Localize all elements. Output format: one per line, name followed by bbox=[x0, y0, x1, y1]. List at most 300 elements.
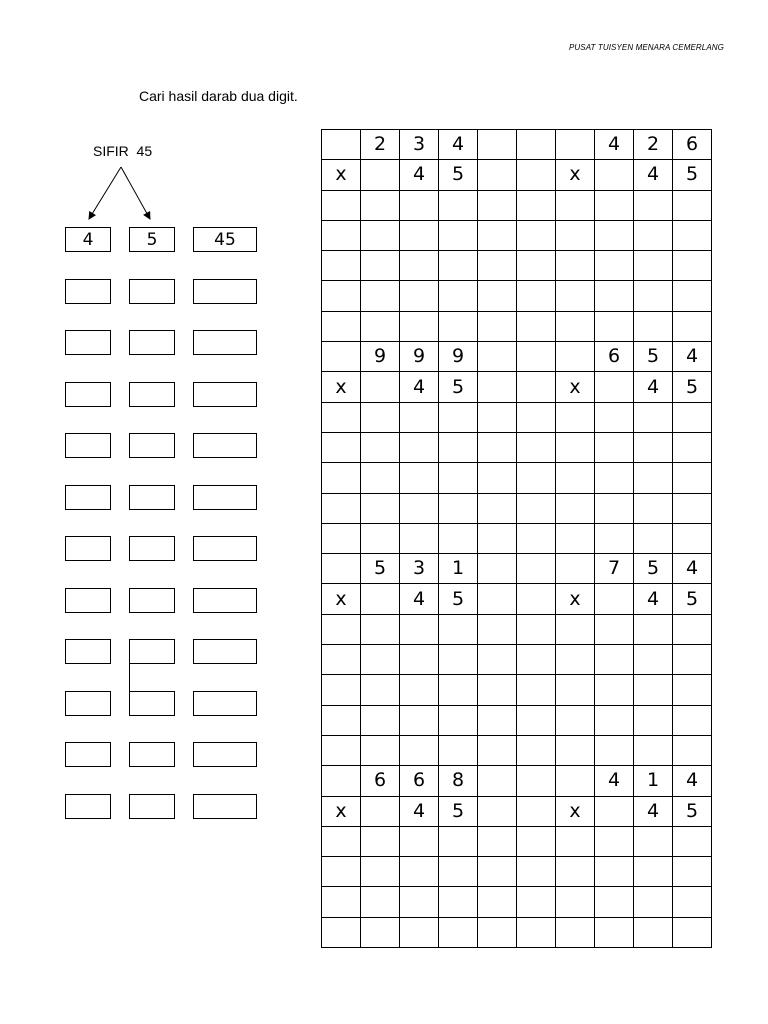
grid-cell[interactable]: 4 bbox=[673, 766, 712, 796]
grid-cell[interactable] bbox=[556, 614, 595, 644]
grid-cell[interactable]: 8 bbox=[439, 766, 478, 796]
grid-cell[interactable] bbox=[478, 342, 517, 372]
grid-cell[interactable]: 7 bbox=[595, 554, 634, 584]
grid-cell[interactable]: 1 bbox=[634, 766, 673, 796]
grid-cell[interactable] bbox=[556, 705, 595, 735]
grid-cell[interactable]: 4 bbox=[400, 372, 439, 402]
grid-cell[interactable]: x bbox=[556, 584, 595, 614]
grid-cell[interactable]: x bbox=[322, 796, 361, 826]
grid-cell[interactable] bbox=[439, 190, 478, 220]
grid-cell[interactable] bbox=[439, 311, 478, 341]
grid-cell[interactable] bbox=[478, 220, 517, 250]
grid-cell[interactable] bbox=[322, 523, 361, 553]
grid-cell[interactable] bbox=[322, 220, 361, 250]
grid-cell[interactable] bbox=[634, 675, 673, 705]
sifir-digit-box[interactable]: 5 bbox=[129, 227, 175, 252]
grid-cell[interactable] bbox=[322, 887, 361, 917]
grid-cell[interactable]: 5 bbox=[439, 796, 478, 826]
grid-cell[interactable] bbox=[478, 523, 517, 553]
grid-cell[interactable] bbox=[595, 796, 634, 826]
grid-cell[interactable] bbox=[634, 251, 673, 281]
grid-cell[interactable] bbox=[361, 917, 400, 947]
grid-cell[interactable] bbox=[595, 523, 634, 553]
grid-cell[interactable] bbox=[439, 432, 478, 462]
grid-cell[interactable] bbox=[673, 432, 712, 462]
sifir-multiplier-box[interactable] bbox=[65, 382, 111, 407]
grid-cell[interactable]: 4 bbox=[400, 584, 439, 614]
grid-cell[interactable]: 5 bbox=[634, 554, 673, 584]
grid-cell[interactable] bbox=[322, 857, 361, 887]
grid-cell[interactable] bbox=[517, 826, 556, 856]
grid-cell[interactable] bbox=[322, 645, 361, 675]
grid-cell[interactable] bbox=[439, 675, 478, 705]
grid-cell[interactable] bbox=[322, 463, 361, 493]
grid-cell[interactable] bbox=[322, 311, 361, 341]
sifir-product-box[interactable] bbox=[193, 536, 257, 561]
grid-cell[interactable] bbox=[361, 857, 400, 887]
grid-cell[interactable] bbox=[517, 735, 556, 765]
grid-cell[interactable] bbox=[517, 917, 556, 947]
grid-cell[interactable] bbox=[517, 675, 556, 705]
grid-cell[interactable] bbox=[517, 887, 556, 917]
grid-cell[interactable] bbox=[595, 917, 634, 947]
grid-cell[interactable] bbox=[517, 584, 556, 614]
grid-cell[interactable] bbox=[556, 675, 595, 705]
grid-cell[interactable] bbox=[556, 432, 595, 462]
grid-cell[interactable] bbox=[673, 311, 712, 341]
grid-cell[interactable] bbox=[400, 493, 439, 523]
grid-cell[interactable] bbox=[634, 281, 673, 311]
grid-cell[interactable] bbox=[439, 826, 478, 856]
grid-cell[interactable] bbox=[322, 190, 361, 220]
grid-cell[interactable] bbox=[400, 705, 439, 735]
grid-cell[interactable] bbox=[478, 917, 517, 947]
grid-cell[interactable] bbox=[478, 705, 517, 735]
grid-cell[interactable]: 5 bbox=[439, 584, 478, 614]
grid-cell[interactable] bbox=[400, 614, 439, 644]
grid-cell[interactable] bbox=[595, 160, 634, 190]
grid-cell[interactable]: 9 bbox=[361, 342, 400, 372]
grid-cell[interactable]: 5 bbox=[634, 342, 673, 372]
grid-cell[interactable] bbox=[673, 523, 712, 553]
grid-cell[interactable]: 2 bbox=[634, 130, 673, 160]
grid-cell[interactable] bbox=[634, 645, 673, 675]
grid-cell[interactable] bbox=[439, 523, 478, 553]
grid-cell[interactable] bbox=[478, 372, 517, 402]
grid-cell[interactable] bbox=[595, 675, 634, 705]
sifir-digit-box[interactable] bbox=[129, 691, 175, 716]
grid-cell[interactable] bbox=[439, 887, 478, 917]
grid-cell[interactable] bbox=[634, 826, 673, 856]
grid-cell[interactable] bbox=[595, 584, 634, 614]
grid-cell[interactable] bbox=[439, 857, 478, 887]
grid-cell[interactable]: x bbox=[322, 584, 361, 614]
sifir-multiplier-box[interactable] bbox=[65, 639, 111, 664]
grid-cell[interactable]: x bbox=[556, 796, 595, 826]
grid-cell[interactable] bbox=[517, 645, 556, 675]
grid-cell[interactable] bbox=[517, 281, 556, 311]
sifir-multiplier-box[interactable] bbox=[65, 485, 111, 510]
grid-cell[interactable] bbox=[517, 614, 556, 644]
grid-cell[interactable] bbox=[361, 311, 400, 341]
grid-cell[interactable]: 5 bbox=[673, 372, 712, 402]
grid-cell[interactable] bbox=[322, 281, 361, 311]
grid-cell[interactable] bbox=[634, 857, 673, 887]
grid-cell[interactable]: 3 bbox=[400, 130, 439, 160]
grid-cell[interactable] bbox=[673, 917, 712, 947]
grid-cell[interactable]: 5 bbox=[439, 160, 478, 190]
grid-cell[interactable]: 9 bbox=[439, 342, 478, 372]
grid-cell[interactable] bbox=[673, 251, 712, 281]
sifir-digit-box[interactable] bbox=[129, 794, 175, 819]
grid-cell[interactable] bbox=[634, 705, 673, 735]
grid-cell[interactable]: 4 bbox=[400, 796, 439, 826]
grid-cell[interactable] bbox=[634, 523, 673, 553]
grid-cell[interactable] bbox=[634, 190, 673, 220]
grid-cell[interactable] bbox=[322, 130, 361, 160]
grid-cell[interactable] bbox=[322, 675, 361, 705]
sifir-multiplier-box[interactable] bbox=[65, 588, 111, 613]
grid-cell[interactable]: 4 bbox=[634, 372, 673, 402]
grid-cell[interactable] bbox=[361, 584, 400, 614]
grid-cell[interactable] bbox=[595, 372, 634, 402]
grid-cell[interactable] bbox=[673, 826, 712, 856]
grid-cell[interactable] bbox=[400, 311, 439, 341]
grid-cell[interactable] bbox=[361, 402, 400, 432]
grid-cell[interactable]: 4 bbox=[673, 342, 712, 372]
sifir-digit-box[interactable] bbox=[129, 536, 175, 561]
grid-cell[interactable]: 4 bbox=[634, 160, 673, 190]
grid-cell[interactable] bbox=[478, 584, 517, 614]
sifir-product-box[interactable] bbox=[193, 279, 257, 304]
grid-cell[interactable] bbox=[556, 342, 595, 372]
grid-cell[interactable]: 4 bbox=[634, 584, 673, 614]
sifir-multiplier-box[interactable] bbox=[65, 691, 111, 716]
grid-cell[interactable]: 4 bbox=[673, 554, 712, 584]
grid-cell[interactable] bbox=[322, 826, 361, 856]
grid-cell[interactable] bbox=[478, 130, 517, 160]
grid-cell[interactable] bbox=[634, 311, 673, 341]
grid-cell[interactable] bbox=[556, 826, 595, 856]
grid-cell[interactable] bbox=[400, 857, 439, 887]
sifir-product-box[interactable] bbox=[193, 433, 257, 458]
grid-cell[interactable] bbox=[673, 463, 712, 493]
grid-cell[interactable] bbox=[439, 251, 478, 281]
sifir-multiplier-box[interactable] bbox=[65, 742, 111, 767]
grid-cell[interactable]: 4 bbox=[439, 130, 478, 160]
grid-cell[interactable] bbox=[478, 887, 517, 917]
grid-cell[interactable] bbox=[478, 796, 517, 826]
grid-cell[interactable] bbox=[634, 917, 673, 947]
sifir-digit-box[interactable] bbox=[129, 433, 175, 458]
grid-cell[interactable] bbox=[673, 675, 712, 705]
grid-cell[interactable] bbox=[673, 190, 712, 220]
sifir-digit-box[interactable] bbox=[129, 485, 175, 510]
grid-cell[interactable] bbox=[634, 735, 673, 765]
grid-cell[interactable] bbox=[478, 311, 517, 341]
grid-cell[interactable] bbox=[400, 402, 439, 432]
grid-cell[interactable] bbox=[595, 493, 634, 523]
grid-cell[interactable] bbox=[400, 917, 439, 947]
grid-cell[interactable] bbox=[595, 887, 634, 917]
sifir-digit-box[interactable] bbox=[129, 588, 175, 613]
grid-cell[interactable] bbox=[517, 190, 556, 220]
grid-cell[interactable] bbox=[673, 281, 712, 311]
grid-cell[interactable] bbox=[595, 190, 634, 220]
grid-cell[interactable] bbox=[673, 857, 712, 887]
grid-cell[interactable] bbox=[400, 281, 439, 311]
grid-cell[interactable] bbox=[478, 190, 517, 220]
grid-cell[interactable] bbox=[361, 160, 400, 190]
grid-cell[interactable] bbox=[673, 402, 712, 432]
sifir-multiplier-box[interactable] bbox=[65, 536, 111, 561]
grid-cell[interactable]: 4 bbox=[595, 130, 634, 160]
grid-cell[interactable] bbox=[478, 402, 517, 432]
grid-cell[interactable]: 5 bbox=[673, 160, 712, 190]
grid-cell[interactable] bbox=[400, 645, 439, 675]
grid-cell[interactable] bbox=[478, 251, 517, 281]
grid-cell[interactable] bbox=[517, 432, 556, 462]
grid-cell[interactable] bbox=[556, 887, 595, 917]
grid-cell[interactable] bbox=[673, 614, 712, 644]
grid-cell[interactable] bbox=[361, 887, 400, 917]
grid-cell[interactable] bbox=[517, 523, 556, 553]
sifir-product-box[interactable]: 45 bbox=[193, 227, 257, 252]
grid-cell[interactable] bbox=[322, 493, 361, 523]
grid-cell[interactable] bbox=[439, 614, 478, 644]
grid-cell[interactable] bbox=[634, 402, 673, 432]
grid-cell[interactable] bbox=[556, 281, 595, 311]
grid-cell[interactable] bbox=[478, 614, 517, 644]
grid-cell[interactable] bbox=[439, 493, 478, 523]
grid-cell[interactable]: x bbox=[556, 160, 595, 190]
grid-cell[interactable] bbox=[478, 675, 517, 705]
sifir-digit-box[interactable] bbox=[129, 279, 175, 304]
grid-cell[interactable] bbox=[595, 614, 634, 644]
grid-cell[interactable] bbox=[517, 766, 556, 796]
grid-cell[interactable]: 5 bbox=[361, 554, 400, 584]
grid-cell[interactable] bbox=[556, 766, 595, 796]
grid-cell[interactable] bbox=[595, 432, 634, 462]
grid-cell[interactable] bbox=[634, 220, 673, 250]
grid-cell[interactable] bbox=[322, 917, 361, 947]
grid-cell[interactable] bbox=[361, 190, 400, 220]
grid-cell[interactable] bbox=[556, 735, 595, 765]
grid-cell[interactable] bbox=[361, 372, 400, 402]
grid-cell[interactable] bbox=[400, 251, 439, 281]
grid-cell[interactable] bbox=[517, 402, 556, 432]
grid-cell[interactable] bbox=[556, 857, 595, 887]
grid-cell[interactable] bbox=[439, 220, 478, 250]
grid-cell[interactable] bbox=[517, 372, 556, 402]
grid-cell[interactable]: 3 bbox=[400, 554, 439, 584]
grid-cell[interactable] bbox=[556, 493, 595, 523]
grid-cell[interactable] bbox=[517, 463, 556, 493]
grid-cell[interactable] bbox=[400, 735, 439, 765]
sifir-product-box[interactable] bbox=[193, 382, 257, 407]
grid-cell[interactable] bbox=[556, 645, 595, 675]
grid-cell[interactable] bbox=[361, 251, 400, 281]
grid-cell[interactable] bbox=[634, 493, 673, 523]
grid-cell[interactable] bbox=[400, 432, 439, 462]
grid-cell[interactable] bbox=[322, 614, 361, 644]
grid-cell[interactable] bbox=[439, 645, 478, 675]
grid-cell[interactable] bbox=[673, 735, 712, 765]
grid-cell[interactable] bbox=[556, 311, 595, 341]
sifir-digit-box[interactable] bbox=[129, 639, 175, 664]
grid-cell[interactable] bbox=[595, 311, 634, 341]
grid-cell[interactable] bbox=[322, 705, 361, 735]
grid-cell[interactable] bbox=[634, 887, 673, 917]
grid-cell[interactable] bbox=[400, 826, 439, 856]
grid-cell[interactable] bbox=[517, 796, 556, 826]
grid-cell[interactable]: 6 bbox=[673, 130, 712, 160]
grid-cell[interactable] bbox=[517, 705, 556, 735]
sifir-multiplier-box[interactable] bbox=[65, 794, 111, 819]
grid-cell[interactable] bbox=[361, 220, 400, 250]
grid-cell[interactable] bbox=[595, 463, 634, 493]
grid-cell[interactable]: 6 bbox=[400, 766, 439, 796]
sifir-product-box[interactable] bbox=[193, 794, 257, 819]
grid-cell[interactable] bbox=[517, 493, 556, 523]
grid-cell[interactable] bbox=[361, 614, 400, 644]
sifir-digit-box[interactable] bbox=[129, 742, 175, 767]
sifir-product-box[interactable] bbox=[193, 691, 257, 716]
grid-cell[interactable] bbox=[322, 402, 361, 432]
grid-cell[interactable] bbox=[322, 342, 361, 372]
grid-cell[interactable]: 4 bbox=[634, 796, 673, 826]
sifir-product-box[interactable] bbox=[193, 485, 257, 510]
grid-cell[interactable] bbox=[556, 220, 595, 250]
sifir-digit-box[interactable] bbox=[129, 330, 175, 355]
grid-cell[interactable] bbox=[595, 281, 634, 311]
grid-cell[interactable] bbox=[400, 190, 439, 220]
grid-cell[interactable] bbox=[556, 463, 595, 493]
grid-cell[interactable] bbox=[556, 402, 595, 432]
grid-cell[interactable] bbox=[439, 917, 478, 947]
grid-cell[interactable] bbox=[400, 887, 439, 917]
grid-cell[interactable] bbox=[439, 402, 478, 432]
grid-cell[interactable] bbox=[478, 160, 517, 190]
sifir-multiplier-box[interactable] bbox=[65, 433, 111, 458]
grid-cell[interactable] bbox=[322, 735, 361, 765]
grid-cell[interactable] bbox=[322, 251, 361, 281]
grid-cell[interactable] bbox=[556, 251, 595, 281]
grid-cell[interactable] bbox=[634, 432, 673, 462]
grid-cell[interactable]: 5 bbox=[439, 372, 478, 402]
sifir-digit-box[interactable] bbox=[129, 382, 175, 407]
grid-cell[interactable] bbox=[556, 190, 595, 220]
grid-cell[interactable] bbox=[517, 220, 556, 250]
grid-cell[interactable]: x bbox=[322, 372, 361, 402]
sifir-product-box[interactable] bbox=[193, 588, 257, 613]
grid-cell[interactable] bbox=[478, 432, 517, 462]
grid-cell[interactable] bbox=[517, 251, 556, 281]
grid-cell[interactable] bbox=[478, 826, 517, 856]
grid-cell[interactable]: 5 bbox=[673, 584, 712, 614]
grid-cell[interactable] bbox=[361, 645, 400, 675]
grid-cell[interactable] bbox=[361, 523, 400, 553]
grid-cell[interactable]: 6 bbox=[361, 766, 400, 796]
grid-cell[interactable] bbox=[595, 645, 634, 675]
grid-cell[interactable] bbox=[517, 554, 556, 584]
grid-cell[interactable] bbox=[595, 857, 634, 887]
grid-cell[interactable] bbox=[478, 463, 517, 493]
grid-cell[interactable] bbox=[478, 857, 517, 887]
grid-cell[interactable] bbox=[673, 645, 712, 675]
grid-cell[interactable] bbox=[556, 917, 595, 947]
grid-cell[interactable]: x bbox=[322, 160, 361, 190]
grid-cell[interactable] bbox=[673, 220, 712, 250]
sifir-multiplier-box[interactable]: 4 bbox=[65, 227, 111, 252]
grid-cell[interactable] bbox=[517, 857, 556, 887]
grid-cell[interactable] bbox=[634, 614, 673, 644]
grid-cell[interactable]: 4 bbox=[400, 160, 439, 190]
grid-cell[interactable] bbox=[595, 251, 634, 281]
grid-cell[interactable] bbox=[478, 493, 517, 523]
grid-cell[interactable]: x bbox=[556, 372, 595, 402]
sifir-product-box[interactable] bbox=[193, 742, 257, 767]
grid-cell[interactable] bbox=[322, 432, 361, 462]
grid-cell[interactable] bbox=[556, 130, 595, 160]
grid-cell[interactable] bbox=[517, 160, 556, 190]
grid-cell[interactable] bbox=[361, 493, 400, 523]
grid-cell[interactable] bbox=[400, 463, 439, 493]
grid-cell[interactable] bbox=[673, 493, 712, 523]
grid-cell[interactable] bbox=[556, 523, 595, 553]
grid-cell[interactable] bbox=[400, 523, 439, 553]
grid-cell[interactable]: 4 bbox=[595, 766, 634, 796]
grid-cell[interactable] bbox=[361, 705, 400, 735]
sifir-multiplier-box[interactable] bbox=[65, 330, 111, 355]
grid-cell[interactable] bbox=[634, 463, 673, 493]
grid-cell[interactable] bbox=[361, 463, 400, 493]
grid-cell[interactable] bbox=[595, 220, 634, 250]
grid-cell[interactable] bbox=[400, 675, 439, 705]
grid-cell[interactable] bbox=[361, 826, 400, 856]
grid-cell[interactable] bbox=[400, 220, 439, 250]
grid-cell[interactable] bbox=[361, 796, 400, 826]
grid-cell[interactable] bbox=[361, 675, 400, 705]
grid-cell[interactable]: 2 bbox=[361, 130, 400, 160]
grid-cell[interactable] bbox=[478, 766, 517, 796]
grid-cell[interactable] bbox=[556, 554, 595, 584]
grid-cell[interactable] bbox=[439, 705, 478, 735]
grid-cell[interactable] bbox=[517, 342, 556, 372]
grid-cell[interactable]: 5 bbox=[673, 796, 712, 826]
sifir-product-box[interactable] bbox=[193, 639, 257, 664]
grid-cell[interactable]: 1 bbox=[439, 554, 478, 584]
grid-cell[interactable]: 9 bbox=[400, 342, 439, 372]
sifir-multiplier-box[interactable] bbox=[65, 279, 111, 304]
grid-cell[interactable] bbox=[595, 705, 634, 735]
grid-cell[interactable] bbox=[595, 826, 634, 856]
grid-cell[interactable] bbox=[478, 281, 517, 311]
grid-cell[interactable] bbox=[478, 554, 517, 584]
grid-cell[interactable] bbox=[439, 281, 478, 311]
grid-cell[interactable] bbox=[361, 281, 400, 311]
grid-cell[interactable] bbox=[517, 311, 556, 341]
grid-cell[interactable] bbox=[595, 735, 634, 765]
grid-cell[interactable] bbox=[517, 130, 556, 160]
grid-cell[interactable] bbox=[439, 735, 478, 765]
grid-cell[interactable] bbox=[478, 735, 517, 765]
grid-cell[interactable] bbox=[673, 887, 712, 917]
grid-cell[interactable] bbox=[322, 766, 361, 796]
grid-cell[interactable]: 6 bbox=[595, 342, 634, 372]
grid-cell[interactable] bbox=[673, 705, 712, 735]
grid-cell[interactable] bbox=[361, 735, 400, 765]
